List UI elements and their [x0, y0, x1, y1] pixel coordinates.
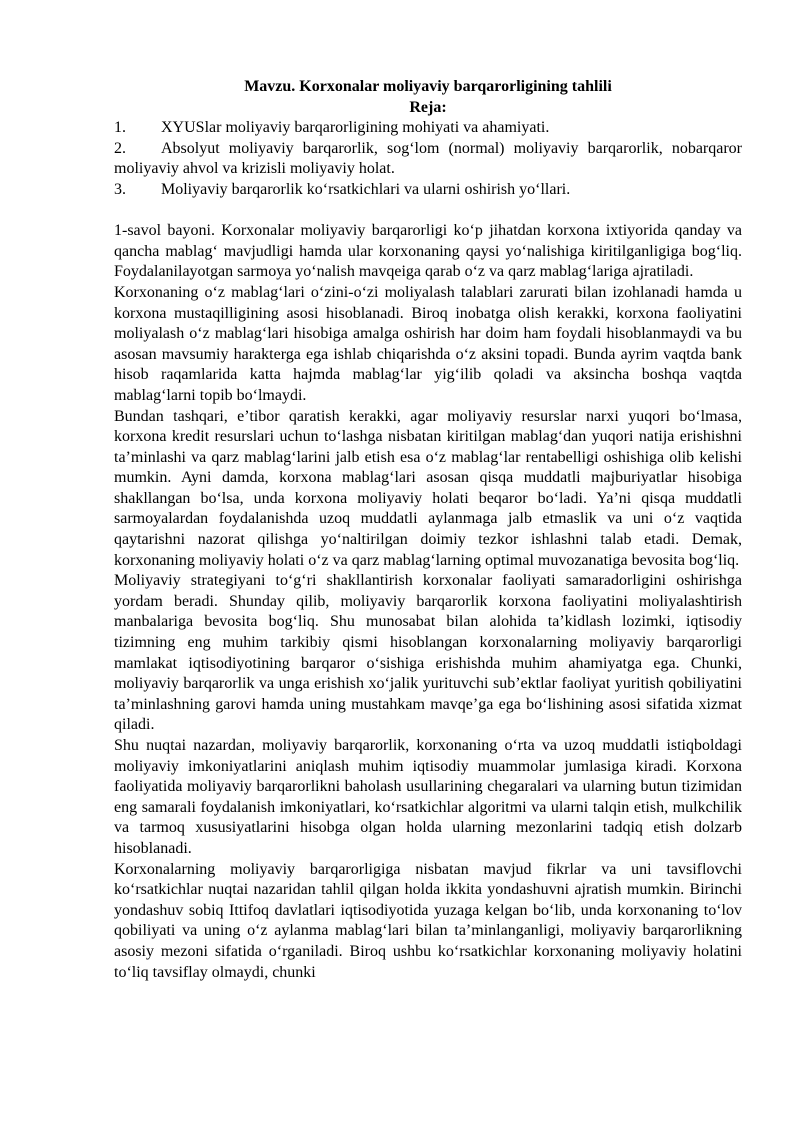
plan-item-text: Absolyut moliyaviy barqarorlik, sog‘lom (normal) moliyaviy barqarorlik, nobarqaror moliyaviy ahvol va krizisli moliyaviy holat.	[114, 139, 742, 178]
body-paragraph: Shu nuqtai nazardan, moliyaviy barqarorlik, korxonaning o‘rta va uzoq muddatli istiqboldagi moliyaviy imkoniyatlarini aniqlash muhim iqtisodiy muammolar jumlasiga kiradi. Korxona faoliyatida moliyaviy barqarorlikni baholash usullarining chegaralari va ularning butun tizimidan eng samarali foydalanish imkoniyatlari, ko‘rsatkichlar algoritmi va ularni talqin etish, mulkchilik va tarmoq xususiyatlarini hisobga olgan holda ularning mezonlarini tadqiq etish dolzarb hisoblanadi.	[114, 737, 742, 857]
plan-item: 3. Moliyaviy barqarorlik ko‘rsatkichlari va ularni oshirish yo‘llari.	[114, 180, 742, 201]
document-page	[114, 77, 742, 983]
body-paragraph: Korxonaning o‘z mablag‘lari o‘zini-o‘zi moliyalash talablari zarurati bilan izohlanadi hamda u korxona mustaqilligining asosi hisoblanadi. Biroq inobatga olish kerakki, korxona faoliyatini moliyalash o‘z mablag‘lari hisobiga amalga oshirish har doim ham foydali hisoblanmaydi va bu asosan mavsumiy harakterga ega ishlab chiqarishda o‘z aksini topadi. Bunda ayrim vaqtda bank hisob raqamlarida katta hajmda mablag‘lar yig‘ilib qoladi va aksincha boshqa vaqtda mablag‘larni topib bo‘lmaydi.	[114, 283, 742, 404]
blank-line	[114, 201, 742, 222]
body-paragraph: Moliyaviy strategiyani to‘g‘ri shakllantirish korxonalar faoliyati samaradorligini oshirishga yordam beradi. Shunday qilib, moliyaviy barqarorlik korxona faoliyatini moliyalashtirish manbalariga bevosita bog‘liq. Shu munosabat bilan alohida ta’kidlash lozimki, iqtisodiy tizimning eng muhim tarkibiy qismi hisoblangan korxonalarning moliyaviy barqarorligi mamlakat iqtisodiyotining barqaror o‘sishiga erishishda muhim ahamiyatga ega. Chunki, moliyaviy barqarorlik va unga erishish xo‘jalik yurituvchi sub’ektlar faoliyat yuritish qobiliyatini ta’minlashning garovi hamda uning mustahkam mavqe’ga ega bo‘lishining asosi sifatida xizmat qiladi.	[114, 572, 742, 734]
plan-item-text: XYUSlar moliyaviy barqarorligining mohiyati va ahamiyati.	[161, 119, 550, 137]
body-paragraph: Bundan tashqari, e’tibor qaratish kerakki, agar moliyaviy resurslar narxi yuqori bo‘lmasa, korxona kredit resurslari uchun to‘lashga nisbatan kiritilgan mablag‘dan yuqori natija erishishni ta’minlashi va qarz mablag‘larini jalb etish esa o‘z mablag‘lar rentabelligi oshishiga olib kelishi mumkin. Ayni damda, korxona mablag‘lari asosan qisqa muddatli majburiyatlar hisobiga shakllangan bo‘lsa, unda korxona moliyaviy holati beqaror bo‘ladi. Ya’ni qisqa muddatli sarmoyalardan foydalanishda uzoq muddatli aylanmaga jalb etmaslik va uni o‘z vaqtida qaytarishni nazorat qilishga yo‘naltirilgan doimiy tezkor ishlashni talab etadi. Demak, korxonaning moliyaviy holati o‘z va qarz mablag‘larning optimal muvozanatiga bevosita bog‘liq.	[114, 407, 742, 569]
plan-item: 1. XYUSlar moliyaviy barqarorligining mohiyati va ahamiyati.	[114, 118, 742, 139]
document-title: Mavzu. Korxonalar moliyaviy barqarorligining tahlili	[244, 78, 612, 95]
body-paragraph: Korxonalarning moliyaviy barqarorligiga nisbatan mavjud fikrlar va uni tavsiflovchi ko‘rsatkichlar nuqtai nazaridan tahlil qilgan holda ikkita yondashuvni ajratish mumkin. Birinchi yondashuv sobiq Ittifoq davlatlari iqtisodiyotida yuzaga kelgan bo‘lib, unda korxonaning to‘lov qobiliyati va uning o‘z aylanma mablag‘lari bilan ta’minlanganligi, moliyaviy barqarorlikning asosiy mezoni sifatida o‘rganiladi. Biroq ushbu ko‘rsatkichlar korxonaning moliyaviy holatini to‘liq tavsiflay olmaydi, chunki	[114, 860, 742, 981]
plan-item-text: Moliyaviy barqarorlik ko‘rsatkichlari va ularni oshirish yo‘llari.	[161, 180, 571, 198]
plan-item: 2. Absolyut moliyaviy barqarorlik, sog‘lom (normal) moliyaviy barqarorlik, nobarqaror moliyaviy ahvol va krizisli moliyaviy holat.	[114, 139, 742, 180]
body-paragraph: 1-savol bayoni. Korxonalar moliyaviy barqarorligi ko‘p jihatdan korxona ixtiyorida qanday va qancha mablag‘ mavjudligi hamda ular korxonaning qaysi yo‘nalishiga kiritilganligiga bog‘liq. Foydalanilayotgan sarmoya yo‘nalish mavqeiga qarab o‘z va qarz mablag‘lariga ajratiladi.	[114, 222, 742, 281]
plan-heading: Reja:	[409, 98, 447, 116]
